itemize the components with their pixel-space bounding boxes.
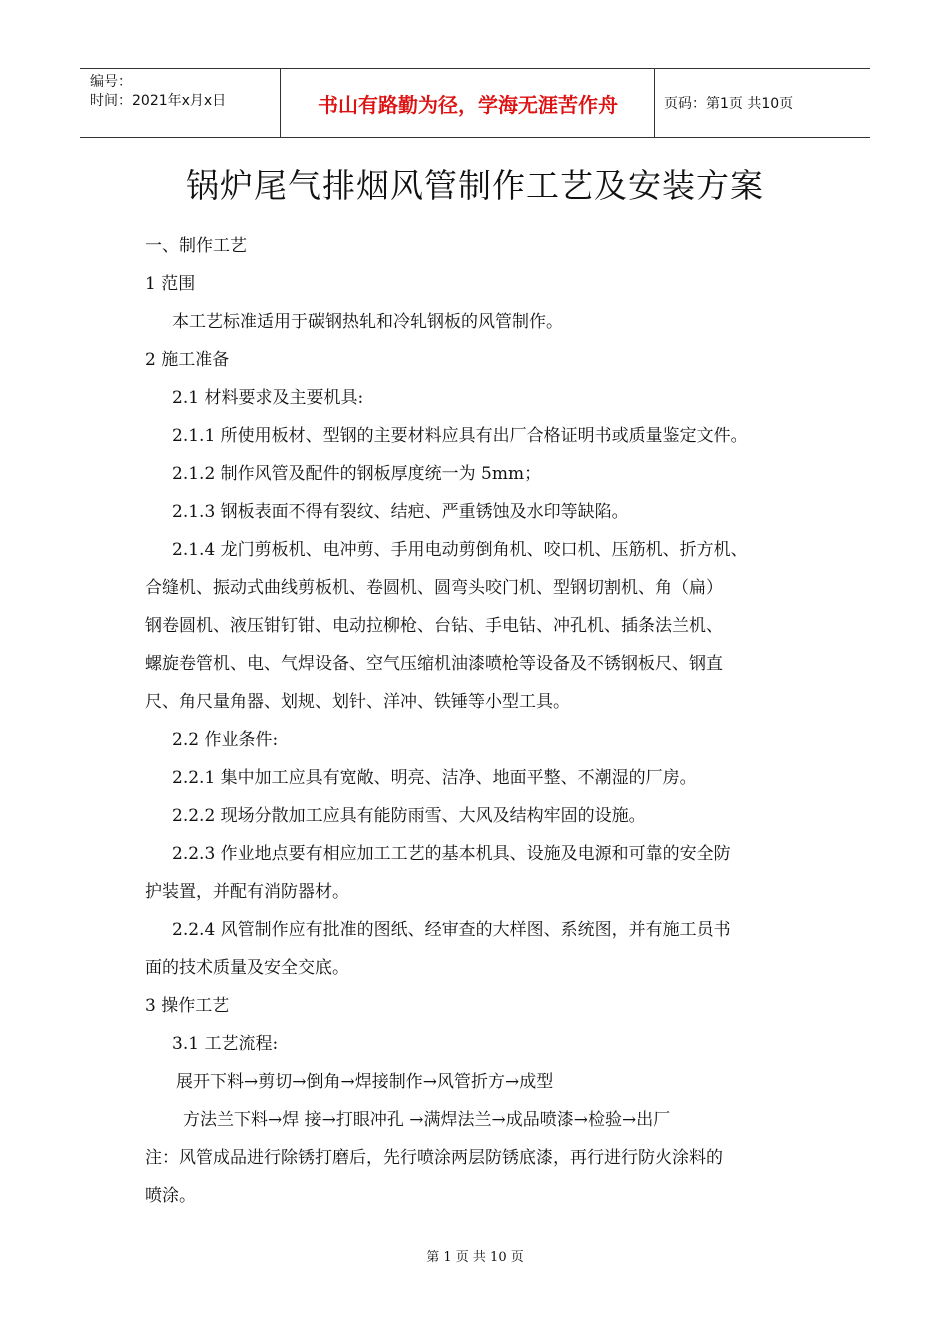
time-label: 时间：2021年x月x日 xyxy=(90,93,227,109)
subsection-heading: 1 范围 xyxy=(145,274,196,294)
paragraph: 2.2.4 风管制作应有批准的图纸、经审查的大样图、系统图，并有施工员书 xyxy=(172,920,731,940)
page-header xyxy=(80,68,870,138)
item-heading: 3.1 工艺流程: xyxy=(172,1034,279,1054)
header-divider xyxy=(654,69,655,137)
header-motto: 书山有路勤为径，学海无涯苦作舟 xyxy=(318,92,618,117)
process-flow: 展开下料→剪切→倒角→焊接制作→风管折方→成型 xyxy=(176,1072,554,1092)
paragraph: 合缝机、振动式曲线剪板机、卷圆机、圆弯头咬门机、型钢切割机、角（扁） xyxy=(145,578,723,598)
paragraph: 2.1.3 钢板表面不得有裂纹、结疤、严重锈蚀及水印等缺陷。 xyxy=(172,502,629,522)
paragraph: 尺、角尺量角器、划规、划针、洋冲、铁锤等小型工具。 xyxy=(145,692,570,712)
subsection-heading: 3 操作工艺 xyxy=(145,996,230,1016)
paragraph: 2.1.4 龙门剪板机、电冲剪、手用电动剪倒角机、咬口机、压筋机、折方机、 xyxy=(172,540,748,560)
item-heading: 2.1 材料要求及主要机具: xyxy=(172,388,364,408)
paragraph: 2.2.3 作业地点要有相应加工工艺的基本机具、设施及电源和可靠的安全防 xyxy=(172,844,731,864)
note: 喷涂。 xyxy=(145,1186,196,1206)
paragraph: 钢卷圆机、液压钳钉钳、电动拉柳枪、台钻、手电钻、冲孔机、插条法兰机、 xyxy=(145,616,723,636)
paragraph: 2.1.1 所使用板材、型钢的主要材料应具有出厂合格证明书或质量鉴定文件。 xyxy=(172,426,748,446)
paragraph: 2.2.2 现场分散加工应具有能防雨雪、大风及结构牢固的设施。 xyxy=(172,806,646,826)
paragraph: 面的技术质量及安全交底。 xyxy=(145,958,349,978)
page-footer: 第 1 页 共 10 页 xyxy=(426,1250,524,1265)
paragraph: 2.1.2 制作风管及配件的钢板厚度统一为 5mm； xyxy=(172,464,542,484)
header-divider xyxy=(280,69,281,137)
subsection-heading: 2 施工准备 xyxy=(145,350,230,370)
paragraph: 2.2.1 集中加工应具有宽敞、明亮、洁净、地面平整、不潮湿的厂房。 xyxy=(172,768,697,788)
paragraph: 本工艺标准适用于碳钢热轧和冷轧钢板的风管制作。 xyxy=(172,312,563,332)
header-page-info: 页码：第1页 共10页 xyxy=(664,96,794,112)
note: 注：风管成品进行除锈打磨后，先行喷涂两层防锈底漆，再行进行防火涂料的 xyxy=(145,1148,723,1168)
section-heading: 一、制作工艺 xyxy=(145,236,247,256)
document-title: 锅炉尾气排烟风管制作工艺及安装方案 xyxy=(186,166,764,205)
code-label: 编号： xyxy=(90,74,132,90)
paragraph: 护装置，并配有消防器材。 xyxy=(145,882,349,902)
header-meta xyxy=(90,73,226,111)
item-heading: 2.2 作业条件: xyxy=(172,730,279,750)
process-flow: 方法兰下料→焊 接→打眼冲孔 →满焊法兰→成品喷漆→检验→出厂 xyxy=(183,1110,671,1130)
paragraph: 螺旋卷管机、电、气焊设备、空气压缩机油漆喷枪等设备及不锈钢板尺、钢直 xyxy=(145,654,723,674)
